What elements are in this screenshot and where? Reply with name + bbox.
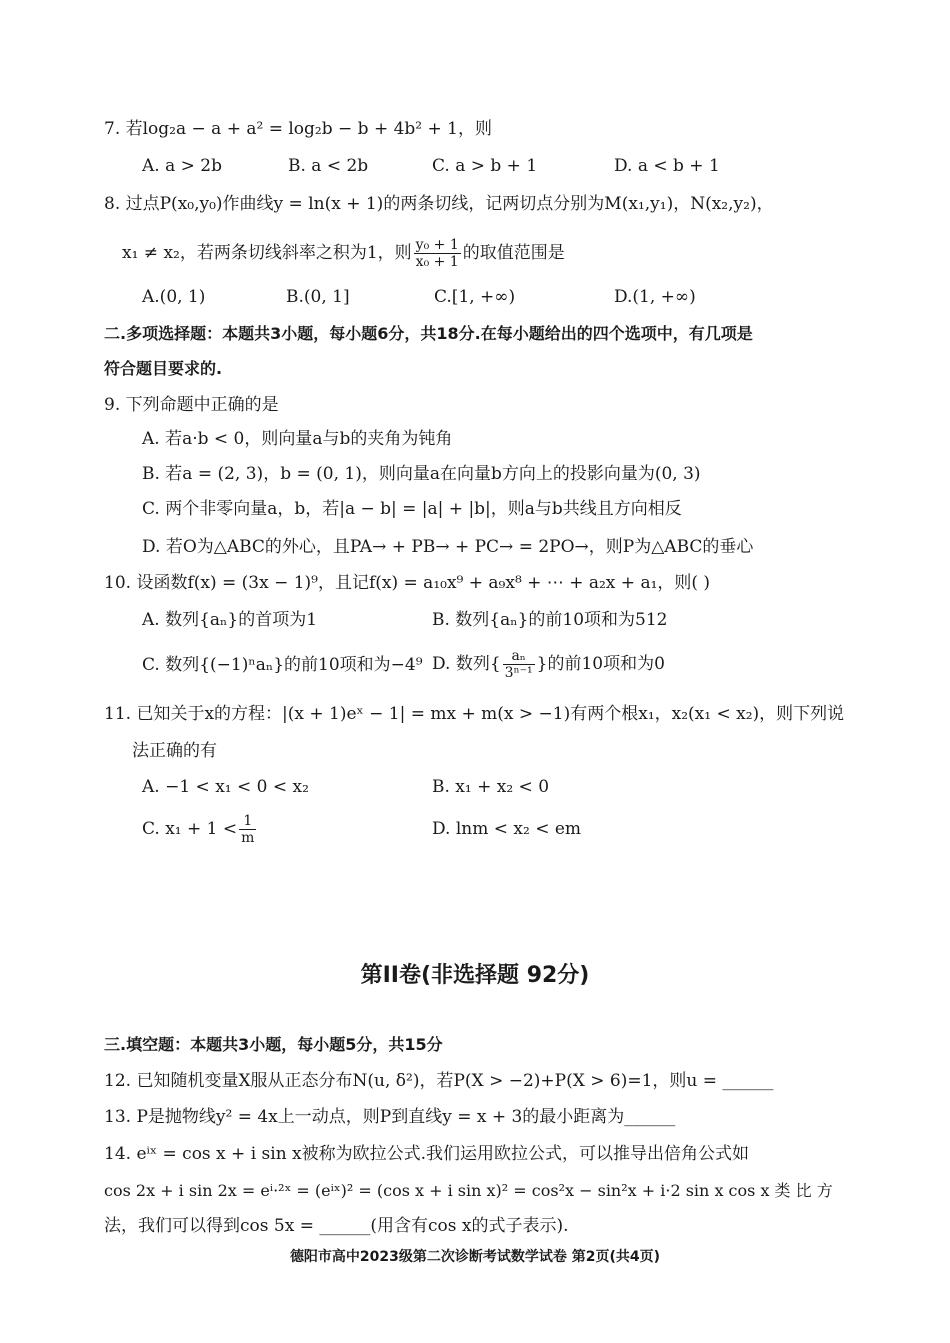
q7-option-a: A. a > 2b bbox=[142, 156, 222, 176]
q7-option-b: B. a < 2b bbox=[288, 156, 369, 176]
q11-option-c-numerator: 1 bbox=[239, 813, 256, 830]
q14-line2: cos 2x + i sin 2x = eⁱ·²ˣ = (eⁱˣ)² = (cos x + i sin x)² = cos²x − sin²x + i·2 sin x cos x 类 比 方 bbox=[104, 1181, 833, 1200]
q8-fraction-denominator: x₀ + 1 bbox=[415, 254, 459, 270]
q10-option-a: A. 数列{aₙ}的首项为1 bbox=[142, 610, 318, 630]
q8-fraction-numerator: y₀ + 1 bbox=[415, 237, 459, 253]
q11-stem-line2: 法正确的有 bbox=[132, 741, 217, 761]
q11-option-c-fraction bbox=[239, 813, 256, 846]
q14-line3: 法，我们可以得到cos 5x = ______(用含有cos x的式子表示). bbox=[104, 1216, 569, 1236]
q10-stem: 10. 设函数f(x) = (3x − 1)⁹，且记f(x) = a₁₀x⁹ + a₉x⁸ + ⋯ + a₂x + a₁，则( ) bbox=[104, 573, 711, 593]
q10-option-c: C. 数列{(−1)ⁿaₙ}的前10项和为−4⁹ bbox=[142, 655, 423, 675]
q7-option-d: D. a < b + 1 bbox=[614, 156, 720, 176]
q9-option-d: D. 若O为△ABC的外心，且PA→ + PB→ + PC→ = 2PO→，则P为△ABC的垂心 bbox=[142, 537, 754, 557]
q13: 13. P是抛物线y² = 4x上一动点，则P到直线y = x + 3的最小距离为______ bbox=[104, 1107, 676, 1127]
q10-option-d-denominator: 3ⁿ⁻¹ bbox=[504, 665, 533, 681]
section2-heading-line2: 符合题目要求的. bbox=[104, 359, 223, 378]
part2-title: 第II卷(非选择题 92分) bbox=[360, 963, 590, 988]
q11-option-d: D. lnm < x₂ < em bbox=[432, 819, 582, 839]
q8-fraction bbox=[414, 237, 461, 270]
q7-option-c: C. a > b + 1 bbox=[432, 156, 538, 176]
q10-option-d bbox=[432, 644, 665, 684]
q10-option-b: B. 数列{aₙ}的前10项和为512 bbox=[432, 610, 668, 630]
q10-option-d-fraction bbox=[503, 648, 535, 681]
q8-option-a: A.(0, 1) bbox=[142, 287, 206, 307]
q11-option-b: B. x₁ + x₂ < 0 bbox=[432, 777, 550, 797]
q7-stem: 7. 若log₂a − a + a² = log₂b − b + 4b² + 1，则 bbox=[104, 119, 492, 139]
q10-option-d-post: }的前10项和为0 bbox=[536, 654, 665, 674]
page-footer: 德阳市高中2023级第二次诊断考试数学试卷 第2页(共4页) bbox=[289, 1249, 661, 1265]
q8-stem-pre: x₁ ≠ x₂，若两条切线斜率之积为1，则 bbox=[122, 243, 412, 263]
q8-option-c: C.[1, +∞) bbox=[434, 287, 516, 307]
q14-line1: 14. eⁱˣ = cos x + i sin x被称为欧拉公式.我们运用欧拉公式，可以推导出倍角公式如 bbox=[104, 1144, 750, 1164]
q9-option-a: A. 若a·b < 0，则向量a与b的夹角为钝角 bbox=[142, 429, 453, 449]
q10-option-d-pre: D. 数列{ bbox=[432, 654, 501, 674]
q8-option-d: D.(1, +∞) bbox=[614, 287, 696, 307]
q11-stem-line1: 11. 已知关于x的方程：|(x + 1)eˣ − 1| = mx + m(x > −1)有两个根x₁，x₂(x₁ < x₂)，则下列说 bbox=[104, 704, 845, 724]
section3-heading: 三.填空题：本题共3小题，每小题5分，共15分 bbox=[104, 1035, 443, 1054]
q8-stem-line1: 8. 过点P(x₀,y₀)作曲线y = ln(x + 1)的两条切线，记两切点分别为M(x₁,y₁)，N(x₂,y₂)， bbox=[104, 194, 774, 214]
q11-option-c bbox=[142, 809, 258, 849]
q12: 12. 已知随机变量X服从正态分布N(u, δ²)，若P(X > −2)+P(X > 6)=1，则u = ______ bbox=[104, 1071, 774, 1091]
q8-stem-post: 的取值范围是 bbox=[462, 243, 565, 263]
q9-option-c: C. 两个非零向量a，b，若|a − b| = |a| + |b|，则a与b共线且方向相反 bbox=[142, 499, 682, 519]
q8-option-b: B.(0, 1] bbox=[286, 287, 350, 307]
q11-option-a: A. −1 < x₁ < 0 < x₂ bbox=[142, 777, 309, 797]
q11-option-c-pre: C. x₁ + 1 < bbox=[142, 819, 238, 839]
q8-stem-line2 bbox=[122, 233, 565, 273]
q10-option-d-numerator: aₙ bbox=[503, 648, 535, 665]
section2-heading-line1: 二.多项选择题：本题共3小题，每小题6分，共18分.在每小题给出的四个选项中，有几项是 bbox=[104, 324, 753, 343]
q9-option-b: B. 若a = (2, 3)，b = (0, 1)，则向量a在向量b方向上的投影向量为(0, 3) bbox=[142, 464, 701, 484]
q9-stem: 9. 下列命题中正确的是 bbox=[104, 395, 279, 415]
q11-option-c-denominator: m bbox=[241, 830, 255, 846]
